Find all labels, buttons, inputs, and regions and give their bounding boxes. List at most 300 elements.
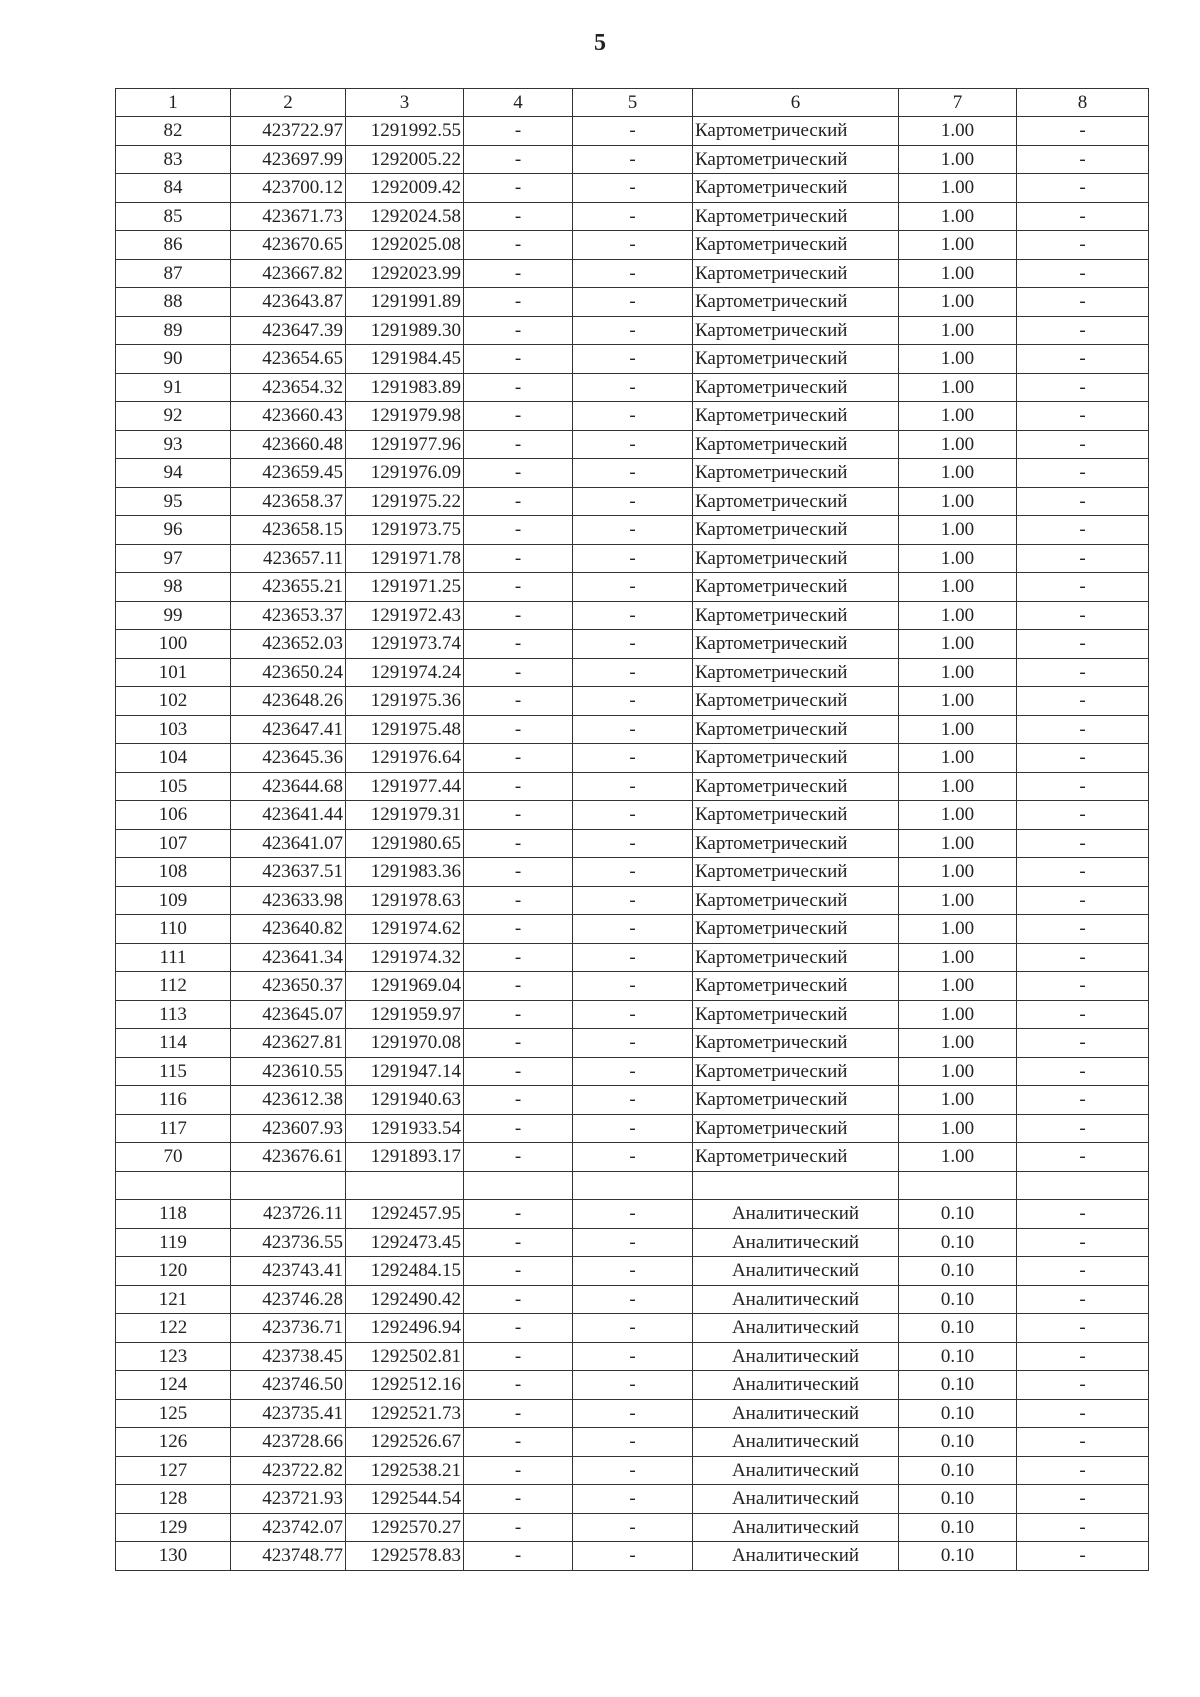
- accuracy-cell: 1.00: [899, 858, 1017, 887]
- column-4-cell: -: [464, 858, 573, 887]
- method-cell: Картометрический: [693, 1086, 899, 1115]
- column-8-cell: -: [1017, 117, 1149, 146]
- y-coordinate-cell: 1292512.16: [346, 1371, 464, 1400]
- column-5-cell: [573, 1171, 693, 1200]
- method-cell: Картометрический: [693, 772, 899, 801]
- column-5-cell: -: [573, 858, 693, 887]
- point-number-cell: 117: [116, 1114, 231, 1143]
- column-header: 7: [899, 89, 1017, 117]
- method-cell: Аналитический: [693, 1228, 899, 1257]
- accuracy-cell: 1.00: [899, 231, 1017, 260]
- y-coordinate-cell: [346, 1171, 464, 1200]
- point-number-cell: 125: [116, 1399, 231, 1428]
- column-8-cell: -: [1017, 829, 1149, 858]
- column-5-cell: -: [573, 1342, 693, 1371]
- column-5-cell: -: [573, 886, 693, 915]
- point-number-cell: 94: [116, 459, 231, 488]
- column-8-cell: -: [1017, 858, 1149, 887]
- x-coordinate-cell: 423746.28: [231, 1285, 346, 1314]
- column-4-cell: -: [464, 915, 573, 944]
- x-coordinate-cell: 423676.61: [231, 1143, 346, 1172]
- y-coordinate-cell: 1291991.89: [346, 288, 464, 317]
- table-row: [116, 174, 1149, 203]
- column-5-cell: -: [573, 744, 693, 773]
- table-row: [116, 1228, 1149, 1257]
- point-number-cell: 83: [116, 145, 231, 174]
- y-coordinate-cell: 1292009.42: [346, 174, 464, 203]
- table-row: [116, 1342, 1149, 1371]
- accuracy-cell: 1.00: [899, 972, 1017, 1001]
- method-cell: Картометрический: [693, 829, 899, 858]
- y-coordinate-cell: 1291976.64: [346, 744, 464, 773]
- y-coordinate-cell: 1291989.30: [346, 316, 464, 345]
- column-5-cell: -: [573, 1200, 693, 1229]
- method-cell: Картометрический: [693, 687, 899, 716]
- column-8-cell: -: [1017, 772, 1149, 801]
- point-number-cell: 82: [116, 117, 231, 146]
- x-coordinate-cell: 423654.32: [231, 373, 346, 402]
- column-header: 2: [231, 89, 346, 117]
- table-row: [116, 1456, 1149, 1485]
- column-4-cell: -: [464, 459, 573, 488]
- column-5-cell: -: [573, 601, 693, 630]
- point-number-cell: [116, 1171, 231, 1200]
- accuracy-cell: 0.10: [899, 1200, 1017, 1229]
- column-4-cell: -: [464, 259, 573, 288]
- y-coordinate-cell: 1291947.14: [346, 1057, 464, 1086]
- column-8-cell: -: [1017, 886, 1149, 915]
- column-5-cell: -: [573, 972, 693, 1001]
- table-row: [116, 1086, 1149, 1115]
- point-number-cell: 108: [116, 858, 231, 887]
- table-row: [116, 117, 1149, 146]
- x-coordinate-cell: 423742.07: [231, 1513, 346, 1542]
- table-row: [116, 1114, 1149, 1143]
- x-coordinate-cell: 423743.41: [231, 1257, 346, 1286]
- column-8-cell: -: [1017, 259, 1149, 288]
- table-row: [116, 1000, 1149, 1029]
- column-5-cell: -: [573, 1057, 693, 1086]
- y-coordinate-cell: 1292570.27: [346, 1513, 464, 1542]
- point-number-cell: 126: [116, 1428, 231, 1457]
- table-row: [116, 1314, 1149, 1343]
- accuracy-cell: 0.10: [899, 1399, 1017, 1428]
- x-coordinate-cell: 423748.77: [231, 1542, 346, 1571]
- accuracy-cell: 1.00: [899, 402, 1017, 431]
- table-row: [116, 288, 1149, 317]
- column-4-cell: -: [464, 1000, 573, 1029]
- column-5-cell: -: [573, 1086, 693, 1115]
- point-number-cell: 124: [116, 1371, 231, 1400]
- table-row: [116, 687, 1149, 716]
- column-5-cell: -: [573, 544, 693, 573]
- column-8-cell: -: [1017, 1485, 1149, 1514]
- column-8-cell: -: [1017, 1428, 1149, 1457]
- point-number-cell: 91: [116, 373, 231, 402]
- column-4-cell: -: [464, 1057, 573, 1086]
- column-4-cell: -: [464, 487, 573, 516]
- x-coordinate-cell: 423726.11: [231, 1200, 346, 1229]
- accuracy-cell: 0.10: [899, 1456, 1017, 1485]
- point-number-cell: 70: [116, 1143, 231, 1172]
- point-number-cell: 101: [116, 658, 231, 687]
- column-4-cell: -: [464, 1228, 573, 1257]
- accuracy-cell: 1.00: [899, 1000, 1017, 1029]
- column-8-cell: -: [1017, 1257, 1149, 1286]
- method-cell: Картометрический: [693, 630, 899, 659]
- column-4-cell: -: [464, 373, 573, 402]
- x-coordinate-cell: 423610.55: [231, 1057, 346, 1086]
- column-5-cell: -: [573, 658, 693, 687]
- point-number-cell: 90: [116, 345, 231, 374]
- y-coordinate-cell: 1292502.81: [346, 1342, 464, 1371]
- table-row: [116, 972, 1149, 1001]
- table-row: [116, 915, 1149, 944]
- x-coordinate-cell: 423653.37: [231, 601, 346, 630]
- column-5-cell: -: [573, 630, 693, 659]
- y-coordinate-cell: 1292578.83: [346, 1542, 464, 1571]
- column-5-cell: -: [573, 943, 693, 972]
- column-8-cell: -: [1017, 801, 1149, 830]
- column-8-cell: -: [1017, 1029, 1149, 1058]
- x-coordinate-cell: 423736.55: [231, 1228, 346, 1257]
- method-cell: Картометрический: [693, 544, 899, 573]
- x-coordinate-cell: 423641.34: [231, 943, 346, 972]
- y-coordinate-cell: 1292538.21: [346, 1456, 464, 1485]
- column-4-cell: -: [464, 1428, 573, 1457]
- y-coordinate-cell: 1291974.62: [346, 915, 464, 944]
- method-cell: Картометрический: [693, 145, 899, 174]
- point-number-cell: 84: [116, 174, 231, 203]
- x-coordinate-cell: 423644.68: [231, 772, 346, 801]
- accuracy-cell: 0.10: [899, 1513, 1017, 1542]
- column-5-cell: -: [573, 288, 693, 317]
- table-row: [116, 772, 1149, 801]
- y-coordinate-cell: 1291959.97: [346, 1000, 464, 1029]
- method-cell: Аналитический: [693, 1428, 899, 1457]
- column-4-cell: -: [464, 288, 573, 317]
- x-coordinate-cell: 423659.45: [231, 459, 346, 488]
- point-number-cell: 107: [116, 829, 231, 858]
- y-coordinate-cell: 1291977.44: [346, 772, 464, 801]
- method-cell: Картометрический: [693, 1114, 899, 1143]
- method-cell: Аналитический: [693, 1371, 899, 1400]
- table-row: [116, 373, 1149, 402]
- column-5-cell: -: [573, 1456, 693, 1485]
- x-coordinate-cell: 423667.82: [231, 259, 346, 288]
- column-4-cell: -: [464, 345, 573, 374]
- column-header: 8: [1017, 89, 1149, 117]
- column-header: 5: [573, 89, 693, 117]
- column-5-cell: -: [573, 231, 693, 260]
- table-row: [116, 1542, 1149, 1571]
- method-cell: Картометрический: [693, 117, 899, 146]
- y-coordinate-cell: 1291973.75: [346, 516, 464, 545]
- x-coordinate-cell: 423627.81: [231, 1029, 346, 1058]
- column-5-cell: -: [573, 430, 693, 459]
- column-4-cell: -: [464, 1086, 573, 1115]
- column-5-cell: -: [573, 915, 693, 944]
- accuracy-cell: 1.00: [899, 829, 1017, 858]
- method-cell: Аналитический: [693, 1200, 899, 1229]
- accuracy-cell: 1.00: [899, 601, 1017, 630]
- table-row: [116, 430, 1149, 459]
- column-4-cell: -: [464, 1513, 573, 1542]
- table-row: [116, 801, 1149, 830]
- x-coordinate-cell: 423660.43: [231, 402, 346, 431]
- y-coordinate-cell: 1291980.65: [346, 829, 464, 858]
- table-row: [116, 1057, 1149, 1086]
- accuracy-cell: 1.00: [899, 886, 1017, 915]
- table-row: [116, 145, 1149, 174]
- column-5-cell: -: [573, 402, 693, 431]
- accuracy-cell: 1.00: [899, 316, 1017, 345]
- x-coordinate-cell: 423655.21: [231, 573, 346, 602]
- point-number-cell: 88: [116, 288, 231, 317]
- table-row: [116, 459, 1149, 488]
- y-coordinate-cell: 1291977.96: [346, 430, 464, 459]
- accuracy-cell: 1.00: [899, 1057, 1017, 1086]
- page-number: 5: [594, 30, 606, 56]
- y-coordinate-cell: 1291974.24: [346, 658, 464, 687]
- point-number-cell: 127: [116, 1456, 231, 1485]
- column-8-cell: -: [1017, 1200, 1149, 1229]
- method-cell: Аналитический: [693, 1399, 899, 1428]
- column-5-cell: -: [573, 1371, 693, 1400]
- x-coordinate-cell: 423633.98: [231, 886, 346, 915]
- column-8-cell: -: [1017, 1342, 1149, 1371]
- accuracy-cell: 1.00: [899, 687, 1017, 716]
- column-8-cell: -: [1017, 972, 1149, 1001]
- y-coordinate-cell: 1291974.32: [346, 943, 464, 972]
- column-4-cell: -: [464, 943, 573, 972]
- y-coordinate-cell: 1292526.67: [346, 1428, 464, 1457]
- column-5-cell: -: [573, 1029, 693, 1058]
- x-coordinate-cell: 423721.93: [231, 1485, 346, 1514]
- method-cell: Картометрический: [693, 516, 899, 545]
- column-4-cell: -: [464, 1371, 573, 1400]
- y-coordinate-cell: 1291970.08: [346, 1029, 464, 1058]
- column-8-cell: -: [1017, 516, 1149, 545]
- table-row: [116, 516, 1149, 545]
- x-coordinate-cell: 423736.71: [231, 1314, 346, 1343]
- table-row: [116, 829, 1149, 858]
- column-5-cell: -: [573, 829, 693, 858]
- column-4-cell: -: [464, 1143, 573, 1172]
- point-number-cell: 97: [116, 544, 231, 573]
- coordinates-table: [115, 88, 1149, 1571]
- y-coordinate-cell: 1291940.63: [346, 1086, 464, 1115]
- point-number-cell: 120: [116, 1257, 231, 1286]
- column-4-cell: -: [464, 801, 573, 830]
- point-number-cell: 121: [116, 1285, 231, 1314]
- point-number-cell: 93: [116, 430, 231, 459]
- x-coordinate-cell: 423645.07: [231, 1000, 346, 1029]
- table-header-row: [116, 89, 1149, 117]
- column-8-cell: -: [1017, 459, 1149, 488]
- accuracy-cell: 1.00: [899, 715, 1017, 744]
- accuracy-cell: 1.00: [899, 202, 1017, 231]
- table-row: [116, 1171, 1149, 1200]
- column-4-cell: -: [464, 402, 573, 431]
- x-coordinate-cell: 423643.87: [231, 288, 346, 317]
- column-5-cell: -: [573, 1000, 693, 1029]
- table-row: [116, 630, 1149, 659]
- accuracy-cell: 0.10: [899, 1314, 1017, 1343]
- method-cell: Картометрический: [693, 943, 899, 972]
- accuracy-cell: 1.00: [899, 801, 1017, 830]
- method-cell: Аналитический: [693, 1342, 899, 1371]
- accuracy-cell: 1.00: [899, 516, 1017, 545]
- column-5-cell: -: [573, 1485, 693, 1514]
- point-number-cell: 98: [116, 573, 231, 602]
- table-row: [116, 744, 1149, 773]
- point-number-cell: 122: [116, 1314, 231, 1343]
- column-4-cell: -: [464, 174, 573, 203]
- column-8-cell: -: [1017, 1057, 1149, 1086]
- column-5-cell: -: [573, 145, 693, 174]
- column-8-cell: -: [1017, 1371, 1149, 1400]
- method-cell: Картометрический: [693, 174, 899, 203]
- column-8-cell: -: [1017, 915, 1149, 944]
- column-8-cell: -: [1017, 1456, 1149, 1485]
- column-5-cell: -: [573, 573, 693, 602]
- column-5-cell: -: [573, 1285, 693, 1314]
- table-row: [116, 1029, 1149, 1058]
- x-coordinate-cell: 423650.37: [231, 972, 346, 1001]
- method-cell: Картометрический: [693, 345, 899, 374]
- table-row: [116, 1399, 1149, 1428]
- table-row: [116, 858, 1149, 887]
- y-coordinate-cell: 1291933.54: [346, 1114, 464, 1143]
- accuracy-cell: 1.00: [899, 744, 1017, 773]
- column-4-cell: -: [464, 972, 573, 1001]
- y-coordinate-cell: 1291893.17: [346, 1143, 464, 1172]
- column-4-cell: -: [464, 658, 573, 687]
- method-cell: Аналитический: [693, 1485, 899, 1514]
- method-cell: Картометрический: [693, 459, 899, 488]
- x-coordinate-cell: 423670.65: [231, 231, 346, 260]
- column-8-cell: -: [1017, 1285, 1149, 1314]
- point-number-cell: 86: [116, 231, 231, 260]
- column-5-cell: -: [573, 459, 693, 488]
- column-5-cell: -: [573, 1513, 693, 1542]
- column-8-cell: -: [1017, 601, 1149, 630]
- point-number-cell: 85: [116, 202, 231, 231]
- point-number-cell: 118: [116, 1200, 231, 1229]
- column-8-cell: -: [1017, 345, 1149, 374]
- accuracy-cell: 0.10: [899, 1428, 1017, 1457]
- accuracy-cell: 1.00: [899, 573, 1017, 602]
- method-cell: Картометрический: [693, 658, 899, 687]
- column-4-cell: [464, 1171, 573, 1200]
- table-row: [116, 715, 1149, 744]
- column-8-cell: -: [1017, 573, 1149, 602]
- point-number-cell: 116: [116, 1086, 231, 1115]
- method-cell: Картометрический: [693, 601, 899, 630]
- column-4-cell: -: [464, 1200, 573, 1229]
- method-cell: Картометрический: [693, 316, 899, 345]
- column-8-cell: -: [1017, 658, 1149, 687]
- x-coordinate-cell: 423738.45: [231, 1342, 346, 1371]
- column-4-cell: -: [464, 1485, 573, 1514]
- accuracy-cell: 1.00: [899, 487, 1017, 516]
- accuracy-cell: 1.00: [899, 544, 1017, 573]
- accuracy-cell: 1.00: [899, 1114, 1017, 1143]
- accuracy-cell: 1.00: [899, 259, 1017, 288]
- method-cell: Картометрический: [693, 487, 899, 516]
- y-coordinate-cell: 1291979.98: [346, 402, 464, 431]
- accuracy-cell: 0.10: [899, 1285, 1017, 1314]
- method-cell: Аналитический: [693, 1257, 899, 1286]
- x-coordinate-cell: 423637.51: [231, 858, 346, 887]
- column-8-cell: -: [1017, 1228, 1149, 1257]
- y-coordinate-cell: 1292544.54: [346, 1485, 464, 1514]
- table-row: [116, 601, 1149, 630]
- accuracy-cell: 1.00: [899, 1086, 1017, 1115]
- y-coordinate-cell: 1291972.43: [346, 601, 464, 630]
- column-5-cell: -: [573, 687, 693, 716]
- y-coordinate-cell: 1292457.95: [346, 1200, 464, 1229]
- column-5-cell: -: [573, 1257, 693, 1286]
- column-5-cell: -: [573, 801, 693, 830]
- column-5-cell: -: [573, 1542, 693, 1571]
- method-cell: Картометрический: [693, 573, 899, 602]
- method-cell: Картометрический: [693, 1029, 899, 1058]
- x-coordinate-cell: 423641.44: [231, 801, 346, 830]
- column-8-cell: -: [1017, 1399, 1149, 1428]
- accuracy-cell: 0.10: [899, 1371, 1017, 1400]
- x-coordinate-cell: 423700.12: [231, 174, 346, 203]
- y-coordinate-cell: 1291983.36: [346, 858, 464, 887]
- column-5-cell: -: [573, 202, 693, 231]
- x-coordinate-cell: 423697.99: [231, 145, 346, 174]
- y-coordinate-cell: 1292521.73: [346, 1399, 464, 1428]
- x-coordinate-cell: 423647.39: [231, 316, 346, 345]
- method-cell: Картометрический: [693, 801, 899, 830]
- point-number-cell: 113: [116, 1000, 231, 1029]
- column-5-cell: -: [573, 259, 693, 288]
- x-coordinate-cell: 423607.93: [231, 1114, 346, 1143]
- column-5-cell: -: [573, 1143, 693, 1172]
- table-row: [116, 544, 1149, 573]
- column-4-cell: -: [464, 573, 573, 602]
- x-coordinate-cell: 423746.50: [231, 1371, 346, 1400]
- point-number-cell: 105: [116, 772, 231, 801]
- method-cell: Аналитический: [693, 1314, 899, 1343]
- method-cell: Картометрический: [693, 915, 899, 944]
- column-8-cell: -: [1017, 1542, 1149, 1571]
- accuracy-cell: 1.00: [899, 145, 1017, 174]
- x-coordinate-cell: 423641.07: [231, 829, 346, 858]
- table-row: [116, 202, 1149, 231]
- column-8-cell: -: [1017, 430, 1149, 459]
- y-coordinate-cell: 1292490.42: [346, 1285, 464, 1314]
- table-row: [116, 1485, 1149, 1514]
- column-4-cell: -: [464, 544, 573, 573]
- accuracy-cell: 1.00: [899, 345, 1017, 374]
- point-number-cell: 106: [116, 801, 231, 830]
- accuracy-cell: 0.10: [899, 1542, 1017, 1571]
- y-coordinate-cell: 1291984.45: [346, 345, 464, 374]
- point-number-cell: 95: [116, 487, 231, 516]
- point-number-cell: 128: [116, 1485, 231, 1514]
- method-cell: Картометрический: [693, 231, 899, 260]
- column-4-cell: -: [464, 886, 573, 915]
- accuracy-cell: 1.00: [899, 430, 1017, 459]
- table-row: [116, 1257, 1149, 1286]
- x-coordinate-cell: 423722.97: [231, 117, 346, 146]
